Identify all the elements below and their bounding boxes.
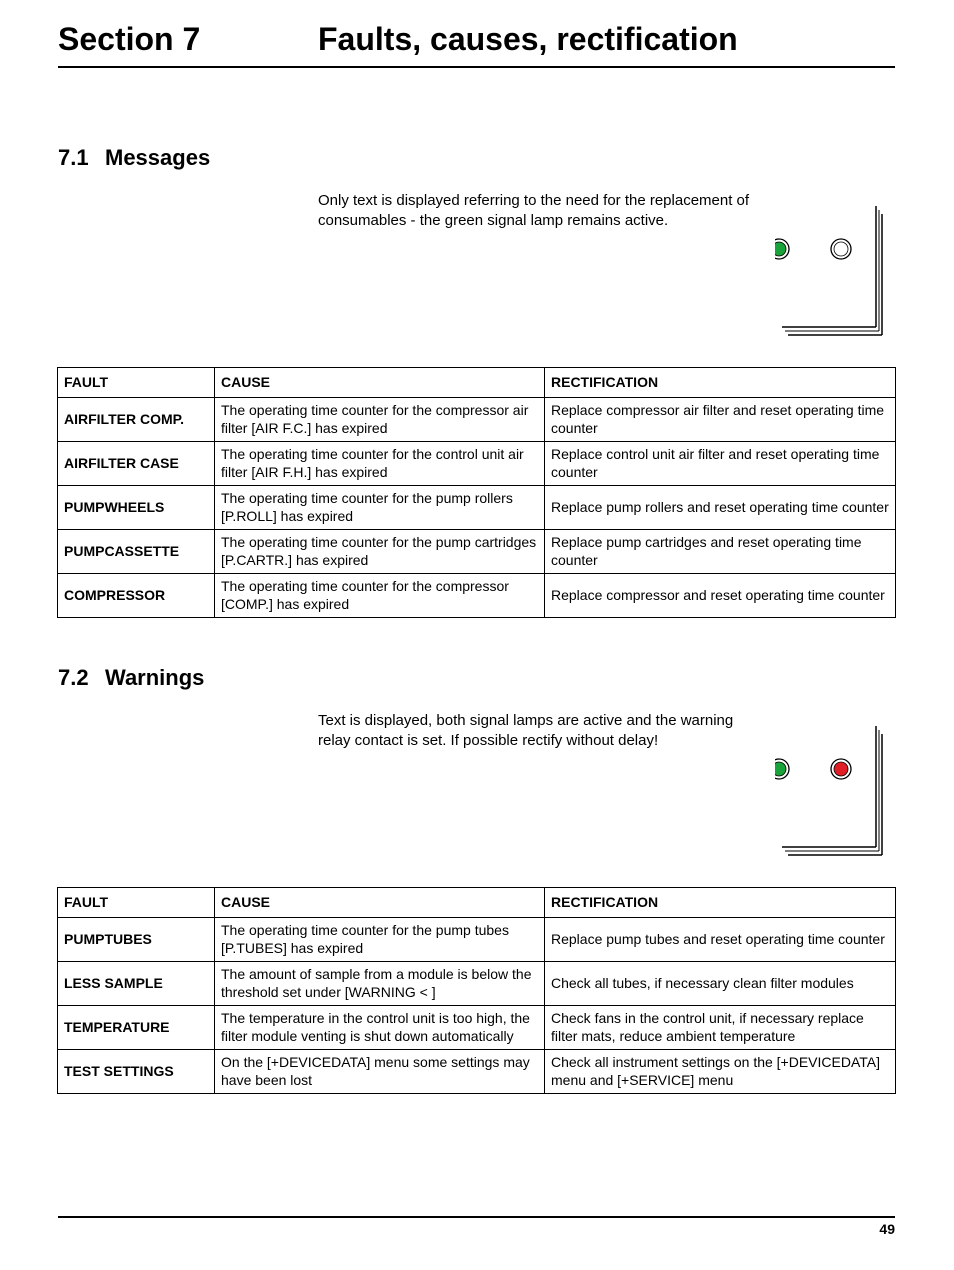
rectification-cell: Replace compressor air filter and reset operating time counter — [545, 398, 896, 442]
fault-cell: TEMPERATURE — [58, 1006, 215, 1050]
column-header-rectification: RECTIFICATION — [545, 368, 896, 398]
rectification-cell: Check all instrument settings on the [+DEVICEDATA] menu and [+SERVICE] menu — [545, 1050, 896, 1094]
column-header-fault: FAULT — [58, 368, 215, 398]
table-row — [58, 918, 896, 962]
column-header-cause: CAUSE — [215, 368, 545, 398]
section-header — [58, 18, 895, 68]
page-number: 49 — [879, 1221, 895, 1237]
cause-cell: The operating time counter for the pump cartridges [P.CARTR.] has expired — [215, 530, 545, 574]
section-label: Section 7 — [58, 21, 201, 57]
messages-lamp-panel — [775, 206, 887, 336]
cause-cell: The operating time counter for the compressor air filter [AIR F.C.] has expired — [215, 398, 545, 442]
table-row — [58, 1050, 896, 1094]
cause-cell: The operating time counter for the pump rollers [P.ROLL] has expired — [215, 486, 545, 530]
messages-heading — [58, 145, 210, 171]
rectification-cell: Replace control unit air filter and reset operating time counter — [545, 442, 896, 486]
section-title: Faults, causes, rectification — [318, 21, 738, 57]
messages-table — [57, 367, 896, 618]
table-row — [58, 1006, 896, 1050]
cause-cell: On the [+DEVICEDATA] menu some settings may have been lost — [215, 1050, 545, 1094]
warnings-heading-number: 7.2 — [58, 665, 89, 690]
green-lamp-icon — [775, 239, 789, 259]
footer-rule — [58, 1216, 895, 1218]
rectification-cell: Replace pump tubes and reset operating time counter — [545, 918, 896, 962]
messages-heading-title: Messages — [105, 145, 211, 170]
fault-cell: PUMPTUBES — [58, 918, 215, 962]
rectification-cell: Replace pump rollers and reset operating time counter — [545, 486, 896, 530]
table-row — [58, 442, 896, 486]
rectification-cell: Replace pump cartridges and reset operating time counter — [545, 530, 896, 574]
table-row — [58, 530, 896, 574]
cause-cell: The amount of sample from a module is below the threshold set under [WARNING < ] — [215, 962, 545, 1006]
fault-cell: PUMPWHEELS — [58, 486, 215, 530]
green-lamp-icon — [775, 759, 789, 779]
table-row — [58, 574, 896, 618]
rectification-cell: Check fans in the control unit, if necessary replace filter mats, reduce ambient temperature — [545, 1006, 896, 1050]
fault-cell: PUMPCASSETTE — [58, 530, 215, 574]
fault-cell: TEST SETTINGS — [58, 1050, 215, 1094]
warnings-lamp-panel — [775, 726, 887, 856]
column-header-cause: CAUSE — [215, 888, 545, 918]
table-header-row — [58, 888, 896, 918]
cause-cell: The operating time counter for the control unit air filter [AIR F.H.] has expired — [215, 442, 545, 486]
table-row — [58, 962, 896, 1006]
messages-intro: Only text is displayed referring to the need for the replacement of consumables - the green signal lamp remains active. — [318, 192, 750, 229]
fault-cell: AIRFILTER COMP. — [58, 398, 215, 442]
off-lamp-icon — [831, 239, 851, 259]
fault-cell: LESS SAMPLE — [58, 962, 215, 1006]
table-row — [58, 398, 896, 442]
fault-cell: COMPRESSOR — [58, 574, 215, 618]
column-header-fault: FAULT — [58, 888, 215, 918]
fault-cell: AIRFILTER CASE — [58, 442, 215, 486]
table-row — [58, 486, 896, 530]
cause-cell: The operating time counter for the pump tubes [P.TUBES] has expired — [215, 918, 545, 962]
warnings-heading — [58, 665, 204, 691]
cause-cell: The temperature in the control unit is too high, the filter module venting is shut down automatically — [215, 1006, 545, 1050]
warnings-heading-title: Warnings — [105, 665, 205, 690]
column-header-rectification: RECTIFICATION — [545, 888, 896, 918]
table-header-row — [58, 368, 896, 398]
messages-heading-number: 7.1 — [58, 145, 89, 170]
warnings-table — [57, 887, 896, 1094]
rectification-cell: Replace compressor and reset operating time counter — [545, 574, 896, 618]
cause-cell: The operating time counter for the compressor [COMP.] has expired — [215, 574, 545, 618]
rectification-cell: Check all tubes, if necessary clean filter modules — [545, 962, 896, 1006]
warnings-intro: Text is displayed, both signal lamps are active and the warning relay contact is set. If possible rectify without delay! — [318, 712, 734, 749]
red-lamp-icon — [831, 759, 851, 779]
